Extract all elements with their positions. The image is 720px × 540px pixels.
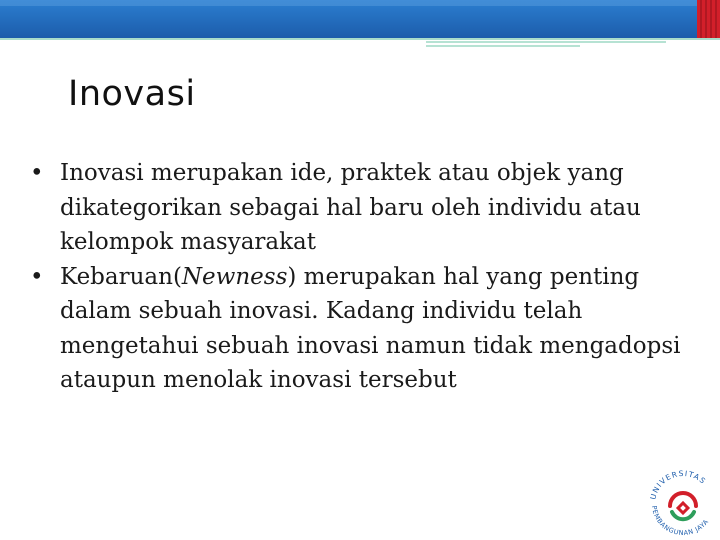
- bullet-item: [30, 156, 690, 260]
- slide-title: Inovasi: [68, 74, 196, 114]
- logo-bottom-text: PEMBANGUNAN JAYA: [650, 505, 711, 538]
- bullet-text: Kebaruan(: [60, 263, 182, 290]
- red-accent-tab: [697, 0, 720, 40]
- header-bar-highlight: [0, 0, 720, 6]
- bullet-list: [30, 156, 690, 398]
- bullet-text-continued: ) merupakan hal yang penting dalam sebuah inovasi. Kadang individu telah mengetahui sebuah inovasi namun tidak mengadopsi ataupun menolak inovasi tersebut: [60, 263, 681, 393]
- green-divider-line: [0, 38, 720, 40]
- bullet-text: Inovasi merupakan ide, praktek atau objek yang dikategorikan sebagai hal baru oleh individu atau kelompok masyarakat: [60, 160, 641, 255]
- bullet-italic-term: Newness: [181, 263, 288, 290]
- green-accent-line-short: [426, 45, 580, 47]
- green-accent-line: [426, 41, 666, 43]
- logo-top-text: UNIVERSITAS: [648, 468, 708, 501]
- bullet-marker: •: [30, 160, 44, 186]
- bullet-item: [30, 260, 690, 398]
- logo-emblem: [670, 493, 696, 519]
- university-logo: [646, 460, 720, 540]
- bullet-marker: •: [30, 263, 44, 290]
